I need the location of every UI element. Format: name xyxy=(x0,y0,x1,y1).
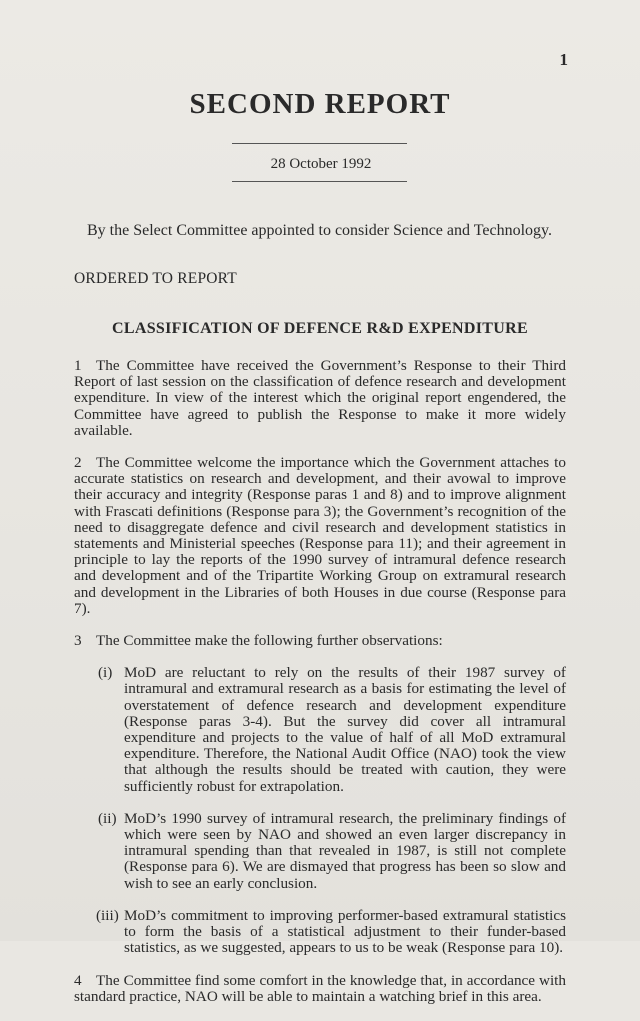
committee-line: By the Select Committee appointed to consider Science and Technology. xyxy=(87,222,552,239)
observation-ii xyxy=(98,809,566,892)
paragraph-text: The Committee have received the Government’s Response to their Third Report of last session on the classification of defence research and development expenditure. In view of the interest which the original report engendered, the Committee have agreed to publish the Response to make it more widely available. xyxy=(74,357,566,439)
observation-text: MoD’s commitment to improving performer-based extramural statistics to form the basis of a statistical adjustment to their funder-based statistics, as we suggested, appears to us to be weak (Response para 10). xyxy=(124,906,566,957)
title-rule-bottom xyxy=(232,181,407,182)
report-date: 28 October 1992 xyxy=(270,156,372,172)
paragraph-text: The Committee make the following further observations: xyxy=(96,632,443,650)
observation-i xyxy=(98,664,566,795)
observation-iii xyxy=(96,906,566,957)
body-text xyxy=(74,358,566,1021)
paragraph-text: The Committee welcome the importance which the Government attaches to accurate statistics on research and development, and their avowal to improve their accuracy and integrity (Response paras 1 and 8) and to improve alignment with Frascati definitions (Response para 3); the Government’s recognition of the need to disaggregate defence and civil research and development statistics in statements and Ministerial speeches (Response para 11); and their agreement in principle to lay the reports of the 1990 survey of intramural defence research and development and of the Tripartite Working Group on extramural research and development in the Libraries of both Houses in due course (Response para 7). xyxy=(74,454,566,617)
page-number: 1 xyxy=(559,50,568,69)
observation-label: (i) xyxy=(98,664,113,682)
paragraph-number: 3 xyxy=(74,632,82,650)
observation-text: MoD are reluctant to rely on the results of their 1987 survey of intramural and extramural research as a basis for estimating the level of overstatement of defence research and development expenditure (Response paras 3-4). But the survey did cover all intramural expenditure and projects to the value of half of all MoD extramural expenditure. Therefore, the National Audit Office (NAO) took the view that although the results should be treated with caution, they were sufficiently robust for extrapolation. xyxy=(124,664,566,795)
observation-label: (ii) xyxy=(98,809,117,827)
paragraph-number: 1 xyxy=(74,357,82,374)
report-title: SECOND REPORT xyxy=(189,88,451,120)
paragraph-3 xyxy=(74,633,566,649)
title-rule-top xyxy=(232,143,407,144)
paragraph-number: 2 xyxy=(74,454,82,472)
paragraph-text: The Committee find some comfort in the knowledge that, in accordance with standard practice, NAO will be able to maintain a watching brief in this area. xyxy=(74,971,566,1005)
observation-label: (iii) xyxy=(96,906,119,924)
paragraph-4 xyxy=(74,973,566,1005)
paragraph-2 xyxy=(74,455,566,617)
paragraph-number: 4 xyxy=(74,971,82,989)
paragraph-1 xyxy=(74,358,566,439)
ordered-to-report: ORDERED TO REPORT xyxy=(74,270,237,287)
section-heading: CLASSIFICATION OF DEFENCE R&D EXPENDITURE xyxy=(112,320,528,337)
observation-text: MoD’s 1990 survey of intramural research, the preliminary findings of which were seen by NAO and showed an even larger discrepancy in intramural spending than that revealed in 1987, is still not complete (Response para 6). We are dismayed that progress has been so slow and wish to see an early conclusion. xyxy=(124,809,566,892)
